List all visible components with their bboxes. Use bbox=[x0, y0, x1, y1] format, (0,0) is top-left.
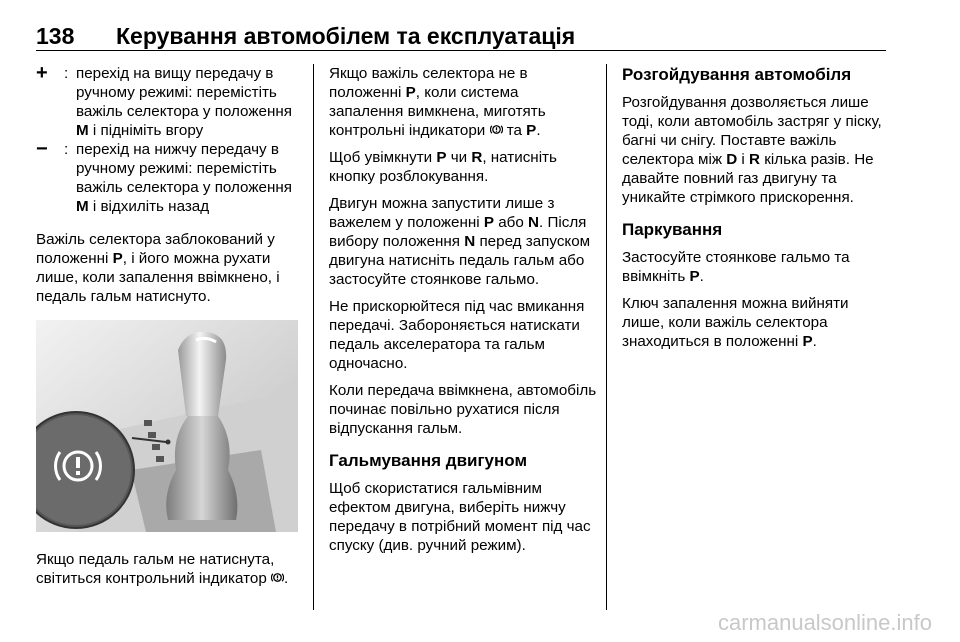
page-header bbox=[36, 22, 886, 50]
paragraph: Ключ запалення можна вийняти лише, коли важіль селектора знаходиться в положенні P. bbox=[622, 295, 849, 350]
paragraph: Коли передача ввімкнена, автомобіль починає повільно рухатися після відпускання гальм. bbox=[329, 382, 597, 437]
column-divider bbox=[606, 64, 607, 610]
column-divider bbox=[313, 64, 314, 610]
section-heading: Розгойдування автомобіля bbox=[622, 65, 852, 84]
paragraph: Важіль селектора заблокований у положенні P, і його можна рухати лише, коли запалення ввімкнено, і педаль гальм натиснуто. bbox=[36, 231, 280, 305]
definition-minus: − : перехід на нижчу передачу в ручному режимі: перемістіть важіль селектора у положення M і відхиліть назад bbox=[36, 140, 298, 216]
plus-icon: + bbox=[36, 62, 48, 84]
page-title: Керування автомобілем та експлуатація bbox=[116, 23, 576, 49]
brake-warning-icon bbox=[490, 123, 503, 136]
section-heading: Паркування bbox=[622, 220, 723, 239]
definition-text: перехід на нижчу передачу в ручному режимі: перемістіть важіль селектора у положення M і відхиліть назад bbox=[76, 141, 292, 215]
watermark: carmanualsonline.info bbox=[717, 610, 932, 635]
paragraph: Якщо важіль селектора не в положенні P, коли система запалення вимкнена, миготять контрольні індикатори та P. bbox=[329, 65, 546, 139]
definition-text: перехід на вищу передачу в ручному режимі: перемістіть важіль селектора у положення M і підніміть вгору bbox=[76, 65, 292, 139]
paragraph: Якщо педаль гальм не натиснута, світиться контрольний індикатор . bbox=[36, 551, 289, 587]
section-heading: Гальмування двигуном bbox=[329, 451, 528, 470]
column-2 bbox=[329, 64, 597, 563]
page-number: 138 bbox=[36, 23, 75, 49]
paragraph: Щоб скористатися гальмівним ефектом двигуна, виберіть нижчу передачу в потрібний момент під час спуску (див. ручний режим). bbox=[329, 480, 591, 554]
paragraph: Розгойдування дозволяється лише тоді, коли автомобіль застряг у піску, багні чи снігу. Поставте важіль селектора між D і R кілька разів. Не давайте повний газ двигуну та уникайте стрімкого прискорення. bbox=[622, 94, 882, 206]
column-3 bbox=[622, 64, 890, 359]
paragraph: Застосуйте стоянкове гальмо та ввімкніть P. bbox=[622, 249, 850, 285]
header-rule bbox=[36, 50, 886, 51]
paragraph: Щоб увімкнути P чи R, натисніть кнопку розблокування. bbox=[329, 149, 557, 185]
definition-plus: + : перехід на вищу передачу в ручному режимі: перемістіть важіль селектора у положення M і підніміть вгору bbox=[36, 64, 298, 140]
column-1 bbox=[36, 64, 298, 596]
gear-selector-photo bbox=[36, 320, 298, 532]
paragraph: Не прискорюйтеся під час вмикання передачі. Забороняється натискати педаль акселератора та гальм одночасно. bbox=[329, 298, 585, 372]
brake-warning-icon bbox=[271, 571, 284, 584]
paragraph: Двигун можна запустити лише з важелем у положенні P або N. Після вибору положення N перед запуском двигуна натисніть педаль гальм або застосуйте стоянкове гальмо. bbox=[329, 195, 591, 288]
minus-icon: − bbox=[36, 138, 48, 160]
